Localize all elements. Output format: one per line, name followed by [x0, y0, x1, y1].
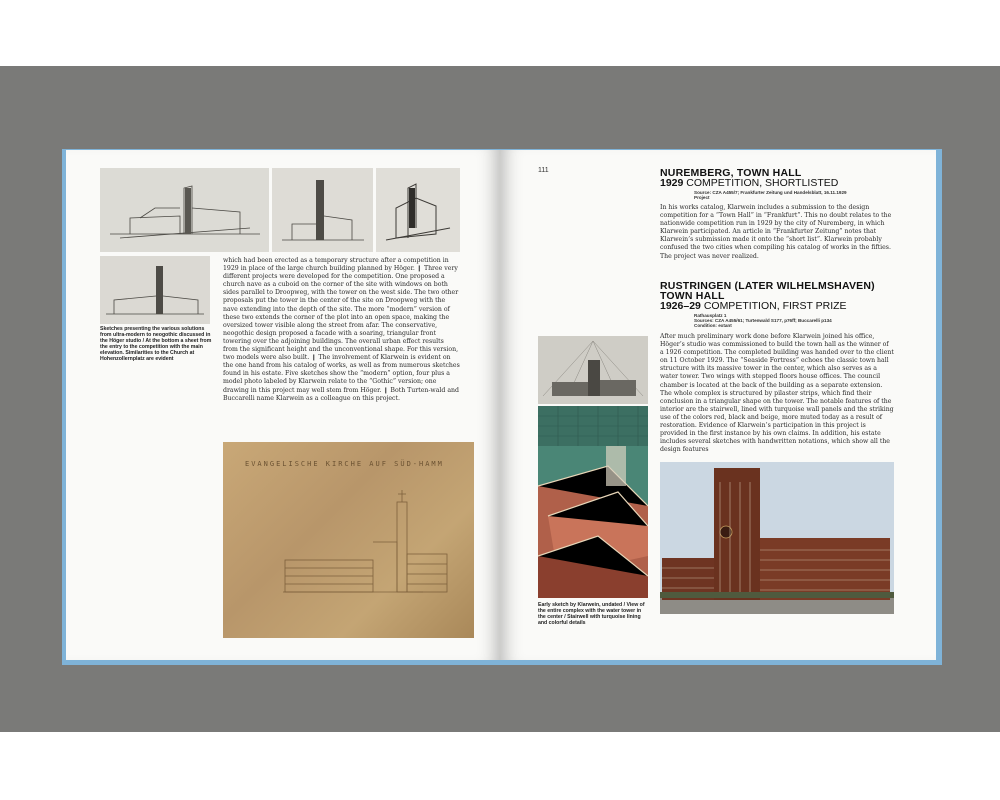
- competition-drawing: [223, 442, 474, 638]
- section2-heading: [660, 301, 847, 311]
- sketch-image-3: [376, 168, 460, 252]
- section2-year: 1926–29: [660, 300, 701, 312]
- right-page: [500, 150, 936, 660]
- left-body-text: which had been erected as a temporary structure after a competition in 1929 in place of the large church building planned by Höger. ❙ Three very different projects were developed for the competition. One proposed a church nave as a cuboid on the corner of the site with windows on both sides parallel to Droopweg, with the tower on the west side. The two other proposals put the tower in the center of the site on Droopweg with the nave extending into the depth of the site. The more “modern” version of these two extends the corner of the plot into an open space, making the oversized tower visible along the street from afar. The conservative, neogothic design proposed a facade with a soaring, triangular front towering over the adjoining buildings. The overall urban effect results from the significant height and the unconventional shape. For this version, two models were also built. ❙ The involvement of Klarwein is evident on the one hand from his catalog of works, as well as from numerous sketches found in his estate. Five sketches show the “modern” option, four plus a model photo labeled by Klarwein relate to the “Gothic” version; one drawing in this project may well stem from Höger. ❙ Both Turten-wald and Buccarelli name Klarwein as a colleague on this project.: [223, 257, 460, 402]
- drawing-inscription: EVANGELISCHE KIRCHE AUF SÜD-HAMM: [245, 460, 444, 468]
- section1-body: In his works catalog, Klarwein includes a submission to the design competition for a “Town Hall” in “Frankfurt”. This no doubt relates to the nationwide competition run in 1929 by the city of Nuremberg, in which Klarwein participated. An article in “Frankfurter Zeitung” notes that Klarwein’s submission made it onto the “short list”. Klarwein probably confused the two cities when compiling his catalog of works in the fifties. The project was never realized.: [660, 204, 892, 260]
- left-page: [66, 150, 500, 660]
- sketch-image-1: [100, 168, 269, 252]
- sketch-image-2: [272, 168, 373, 252]
- section1-source: Source: CZA A455/7; Frankfurter Zeitung und Handelsblatt, 16.11.1929: [694, 190, 847, 195]
- section2-source: Sources: CZA A455/61; Turtenwald S177, p76ff; Buccarelli p134: [694, 318, 832, 323]
- section1-status: COMPETITION, SHORTLISTED: [686, 177, 839, 189]
- section1-type: Project: [694, 195, 710, 200]
- section2-title-line1: RUSTRINGEN (LATER WILHELMSHAVEN): [660, 280, 875, 292]
- section2-body: After much preliminary work done before Klarwein joined his office, Höger’s studio was commissioned to build the town hall as the winner of a 1926 competition. The completed building was handed over to the client on 11 October 1929. The “Seaside Fortress” echoes the classic town hall structure with its massive tower in the center, which also serves as a water tower. Two wings with stepped floors house offices. The council chamber is located at the back of the building as a separate extension. The whole complex is structured by pilaster strips, which find their conclusion in a triangular shape on the tower. The notable features of the interior are the stairwell, lined with turquoise wall panels and the striking use of the colors red, black and beige, more muted today as a result of restoration. Evidence of Klarwein’s participation in this project is provided in the first instance by his own claims. In addition, his estate includes several sketches with handwritten notations, which show all the design features: [660, 333, 894, 454]
- sketch-image-4: [100, 256, 210, 324]
- page-number: 111: [538, 167, 549, 174]
- section1-title: NUREMBERG, TOWN HALL: [660, 167, 802, 179]
- section2-address: Rathausplatz 1: [694, 313, 727, 318]
- section2-title-line2: TOWN HALL: [660, 290, 725, 302]
- sketches-caption: Sketches presenting the various solutions from ultra-modern to neogothic discussed in the Höger studio / At the bottom a sheet from the entry to the competition with the main elevation. Similarities to the Church at Hohenzollernplatz are evident: [100, 326, 212, 362]
- stairwell-photo: [538, 406, 648, 598]
- section2-condition: Condition: extant: [694, 323, 732, 328]
- section1-heading: [660, 178, 838, 188]
- early-sketch-image: [538, 336, 648, 404]
- photos-caption: Early sketch by Klarwein, undated / View of the entire complex with the water tower in the center / Stairwell with turquoise lining and colorful details: [538, 602, 645, 626]
- town-hall-photo: [660, 462, 894, 614]
- section1-year: 1929: [660, 177, 684, 189]
- section2-status: COMPETITION, FIRST PRIZE: [703, 300, 847, 312]
